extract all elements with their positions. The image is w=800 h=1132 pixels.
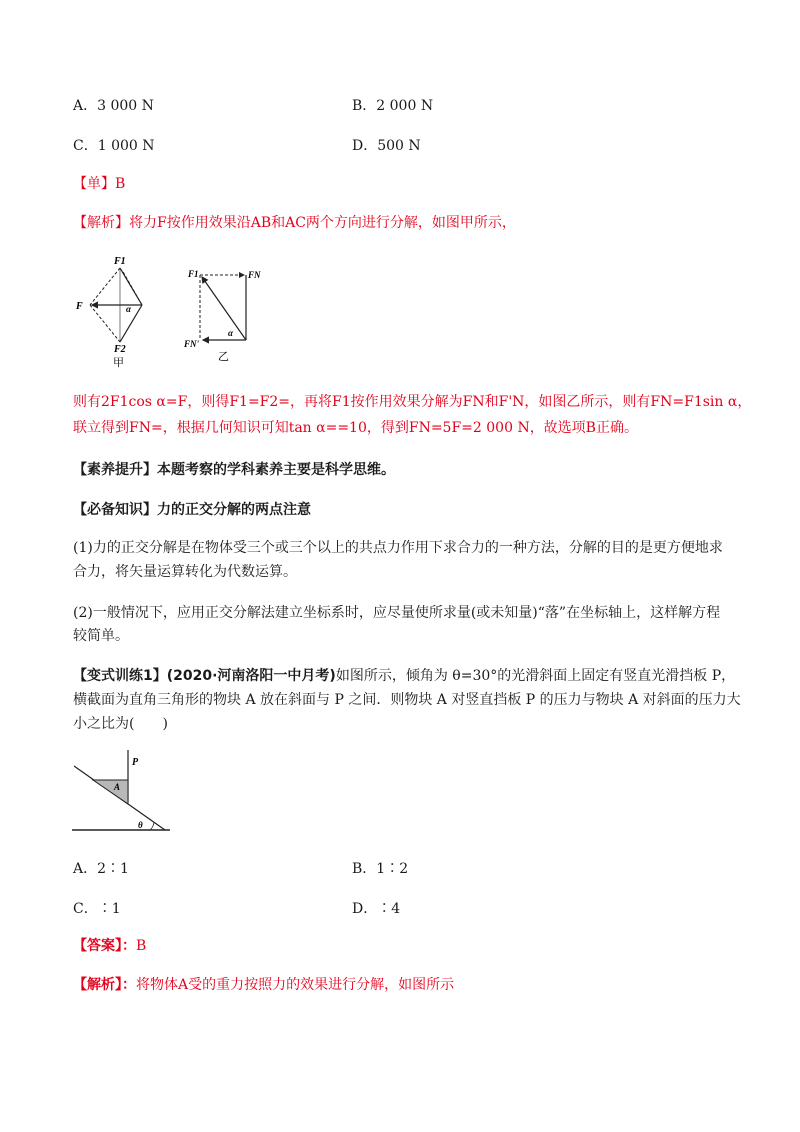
figure-yi xyxy=(183,269,261,363)
suyang-line xyxy=(73,459,395,479)
f1-arrow xyxy=(202,277,246,340)
variant-answer-value: B xyxy=(136,938,147,954)
knowledge-title: 力的正交分解的两点注意 xyxy=(157,502,311,518)
analysis-line xyxy=(73,213,516,233)
block-a xyxy=(93,780,128,804)
solution-line-1: 则有2F1cos α=F，则得F1=F2=，再将F1按作用效果分解为FN和F'N，如图乙所示，则有FN=F1sin α， xyxy=(73,394,752,410)
figure-jia xyxy=(75,256,142,369)
variant-option-b: B．1∶2 xyxy=(352,861,409,877)
variant-analysis-label: 【解析】： xyxy=(73,977,136,993)
knowledge-p1-line1: (1)力的正交分解是在物体受三个或三个以上的共点力作用下求合力的一种方法，分解的目的是更方便地求 xyxy=(73,540,723,556)
label-theta: θ xyxy=(138,820,143,830)
incline-diagram xyxy=(70,750,180,840)
variant-answer-line xyxy=(73,936,146,956)
label-alpha-yi: α xyxy=(228,328,233,338)
rhombus-edge xyxy=(120,305,142,342)
variant-analysis-line xyxy=(73,975,454,995)
suyang-text: 本题考察的学科素养主要是科学思维。 xyxy=(157,462,395,478)
theta-arc xyxy=(150,822,154,830)
option-d: D．500 N xyxy=(352,138,421,154)
answer-value: B xyxy=(115,176,126,192)
answer-label: 【单】 xyxy=(73,176,115,192)
label-f: F xyxy=(76,301,83,312)
knowledge-p2-line1: (2)一般情况下，应用正交分解法建立坐标系时，应尽量使所求量(或未知量)“落”在坐标轴上，这样解方程 xyxy=(73,605,721,621)
rhombus-edge-dashed xyxy=(90,268,120,305)
label-alpha: α xyxy=(126,304,131,314)
knowledge-p1-line2: 合力，将矢量运算转化为代数运算。 xyxy=(73,564,297,580)
label-fn-prime: FN' xyxy=(184,339,200,349)
knowledge-p2-line2: 较简单。 xyxy=(73,628,129,644)
variant-option-c: C．∶1 xyxy=(73,901,121,917)
variant-line-3: 小之比为( ) xyxy=(73,716,168,732)
label-f2: F2 xyxy=(114,344,126,355)
knowledge-label: 【必备知识】 xyxy=(73,502,157,518)
label-fn: FN xyxy=(248,270,261,280)
solution-line-2: 联立得到FN=，根据几何知识可知tan α==10，得到FN=5F=2 000 N，故选项B正确。 xyxy=(73,420,638,436)
label-f1: F1 xyxy=(114,256,126,267)
label-a: A xyxy=(114,782,121,792)
fig1-caption: 甲 xyxy=(113,357,124,369)
variant-label: 【变式训练1】 xyxy=(73,668,167,684)
option-c: C．1 000 N xyxy=(73,138,155,154)
label-p: P xyxy=(132,757,139,768)
answer-line xyxy=(73,174,125,194)
variant-source: (2020·河南洛阳一中月考) xyxy=(166,668,336,684)
knowledge-heading xyxy=(73,499,311,519)
variant-line-1 xyxy=(73,666,735,686)
analysis-label: 【解析】 xyxy=(73,215,129,231)
variant-line-2: 横截面为直角三角形的物块 A 放在斜面与 P 之间．则物块 A 对竖直挡板 P 的压力与物块 A 对斜面的压力大 xyxy=(73,692,741,708)
analysis-text: 将力F按作用效果沿AB和AC两个方向进行分解，如图甲所示， xyxy=(129,215,516,231)
option-b: B．2 000 N xyxy=(352,98,434,114)
variant-analysis-text: 将物体A受的重力按照力的效果进行分解，如图所示 xyxy=(136,977,455,993)
rhombus-edge-dashed xyxy=(90,305,120,342)
label-f1-yi: F1 xyxy=(188,269,199,279)
suyang-label: 【素养提升】 xyxy=(73,462,157,478)
variant-option-a: A．2∶1 xyxy=(73,861,129,877)
variant-text: 如图所示，倾角为 θ=30°的光滑斜面上固定有竖直光滑挡板 P， xyxy=(335,668,736,684)
variant-option-d: D．∶4 xyxy=(352,901,401,917)
force-diagram xyxy=(70,250,290,375)
fig2-caption: 乙 xyxy=(218,351,229,363)
variant-answer-label: 【答案】： xyxy=(73,938,136,954)
option-a: A．3 000 N xyxy=(73,98,154,114)
